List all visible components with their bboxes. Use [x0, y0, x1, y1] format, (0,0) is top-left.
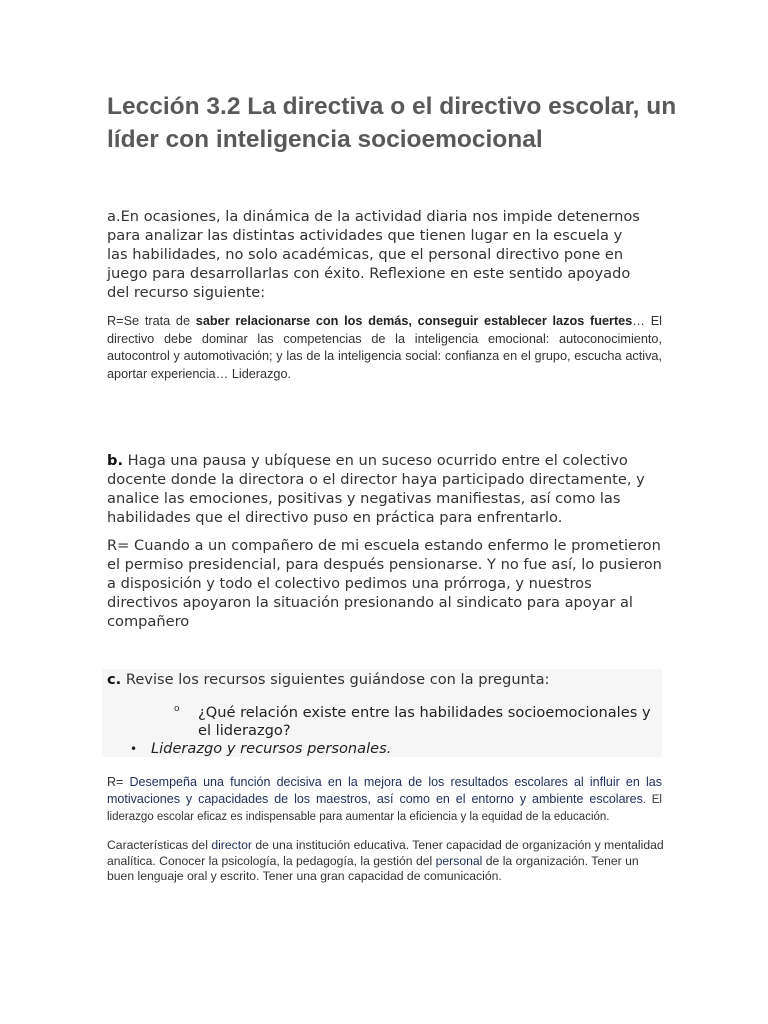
question-a: a.En ocasiones, la dinámica de la actividad diaria nos impide detenernos para analizar las distintas actividades que tienen lugar en la escuela y las habilidades, no solo académicas, que el personal directivo pone en juego para desarrollarlas con éxito. Reflexione en este sentido apoyado del recurso siguiente:: [107, 208, 640, 301]
personal-link[interactable]: personal: [435, 853, 483, 868]
answer-a-prefix: R=Se trata de: [107, 314, 196, 328]
question-b-text: Haga una pausa y ubíquese en un suceso ocurrido entre el colectivo docente donde la directora o el director haya participado directamente, y analice las emociones, positivas y negativas manifiestas, así como las habilidades que el directivo puso en práctica para enfrentarlo.: [107, 452, 645, 526]
question-b-letter: b.: [107, 452, 123, 469]
question-c-text: Revise los recursos siguientes guiándose con la pregunta:: [121, 671, 550, 688]
answer-c-link[interactable]: Desempeña una función decisiva en la mejora de los resultados escolares al influir en las motivaciones y capacidades de los maestros, así como en el entorno y ambiente escolares: [107, 775, 662, 806]
characteristics-part1: Características del: [107, 838, 212, 852]
answer-c-prefix: R=: [107, 775, 130, 789]
page-title: Lección 3.2 La directiva o el directivo escolar, un líder con inteligencia socioemocional: [107, 93, 677, 153]
question-c: [107, 670, 647, 689]
answer-c-rest: . El liderazgo escolar eficaz es indispensable para aumentar la eficiencia y la equidad de la educación.: [107, 793, 662, 823]
answer-b: R= Cuando a un compañero de mi escuela estando enfermo le prometieron el permiso presidencial, para después pensionarse. Y no fue así, lo pusieron a disposición y todo el colectivo pedimos una prórroga, y nuestros directivos apoyaron la situación presionando al sindicato para apoyar al compañero: [107, 537, 662, 630]
bullet-marker: •: [130, 742, 138, 756]
director-link[interactable]: director: [211, 838, 252, 852]
question-b: [107, 451, 652, 527]
answer-a-rest: … El directivo debe dominar las competencias de la inteligencia emocional: autoconocimiento, autocontrol y automotivación; y las de la inteligencia social: confianza en el grupo, escucha activa, aportar experiencia… Liderazgo.: [107, 314, 662, 381]
answer-a-bold: saber relacionarse con los demás, conseguir establecer lazos fuertes: [195, 314, 633, 328]
characteristics-part3: de la organización. Tener un buen lenguaje oral y escrito. Tener una gran capacidad de comunicación.: [107, 853, 639, 883]
sub-list-marker: o: [174, 704, 180, 714]
characteristics-paragraph: [107, 838, 667, 885]
answer-c: [107, 774, 662, 826]
bullet-item: Liderazgo y recursos personales.: [151, 740, 392, 757]
sub-question: ¿Qué relación existe entre las habilidades socioemocionales y el liderazgo?: [198, 704, 651, 739]
question-c-letter: c.: [107, 671, 122, 688]
answer-a: [107, 313, 662, 383]
characteristics-part2: de una institución educativa. Tener capacidad de organización y mentalidad analítica. Conocer la psicología, la pedagogía, la gestión del: [107, 838, 664, 868]
